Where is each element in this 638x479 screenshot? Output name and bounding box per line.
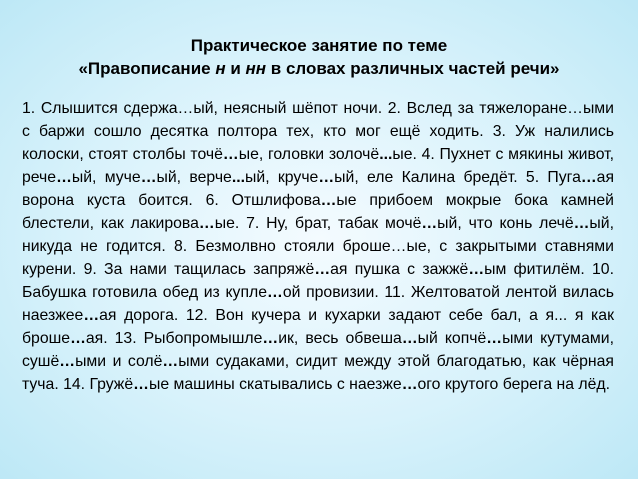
text-run: 1. Слышится сдержа…ый, неясный шёпот ночи. 2. Вслед за тяжелоране…ыми с баржи сошло десятка полтора тех, кто мог ещё ходить. 3. Уж налились колоски, стоят столбы точё bbox=[22, 100, 614, 163]
exercise-text bbox=[22, 97, 614, 396]
gap-marker: … bbox=[133, 376, 149, 393]
text-run: ый, что конь лечё bbox=[437, 215, 574, 232]
text-run: ый, круче bbox=[245, 169, 319, 186]
gap-marker: … bbox=[486, 330, 503, 347]
text-run: ые. 4. Пухнет с мякины живот, рече bbox=[22, 146, 615, 186]
title-and: и bbox=[225, 59, 246, 78]
gap-marker: … bbox=[314, 261, 331, 278]
gap-marker: … bbox=[222, 146, 239, 163]
gap-marker: … bbox=[401, 376, 418, 393]
text-run: ая. 13. Рыбопромышле bbox=[85, 330, 263, 347]
title-line-2 bbox=[0, 57, 638, 80]
gap-marker: ... bbox=[379, 146, 393, 163]
gap-marker: … bbox=[401, 330, 418, 347]
text-run: ыми и солё bbox=[75, 353, 163, 370]
text-run: ый, никуда не годится. 8. Безмолвно стояли броше…ые, с закрытыми ставнями курени. 9. За нами тащилась запряжё bbox=[22, 215, 614, 278]
title-letter-n: н bbox=[215, 59, 226, 78]
title-letters-nn: нн bbox=[245, 59, 267, 78]
gap-marker: … bbox=[267, 284, 283, 301]
text-run: ик, весь обвеша bbox=[278, 330, 402, 347]
text-run: ыми судаками, сидит между этой благодатью, как чёрная туча. 14. Гружё bbox=[22, 353, 614, 393]
gap-marker: … bbox=[468, 261, 485, 278]
gap-marker: … bbox=[580, 169, 597, 186]
text-run: ый, верче bbox=[156, 169, 232, 186]
text-run: ой провизии. 11. Желтоватой лентой вилась наезжее bbox=[22, 284, 614, 324]
text-run: ый, еле Калина бредёт. 5. Пуга bbox=[334, 169, 581, 186]
text-run: ыми кутумами, сушё bbox=[22, 330, 614, 370]
text-run: ые, головки золочё bbox=[238, 146, 380, 163]
text-run: ый, муче bbox=[71, 169, 141, 186]
gap-marker: … bbox=[573, 215, 590, 232]
gap-marker: … bbox=[320, 192, 337, 209]
text-run: ый копчё bbox=[417, 330, 487, 347]
text-run: ые прибоем мокрые бока камней блестели, как лакирова bbox=[22, 192, 615, 232]
gap-marker: … bbox=[198, 215, 215, 232]
text-run: ая пушка с зажжё bbox=[330, 261, 469, 278]
gap-marker: … bbox=[59, 353, 76, 370]
slide-title bbox=[0, 34, 638, 80]
gap-marker: … bbox=[318, 169, 335, 186]
text-run: ые. 7. Ну, брат, табак мочё bbox=[214, 215, 422, 232]
gap-marker: … bbox=[70, 330, 86, 347]
text-run: ые машины скатывались с наезже bbox=[148, 376, 402, 393]
text-run: ая дорога. 12. Вон кучера и кухарки задают себе бал, а я... я как броше bbox=[22, 307, 614, 347]
title-part-b: в словах различных частей речи» bbox=[266, 59, 560, 78]
title-line-1: Практическое занятие по теме bbox=[190, 36, 448, 55]
gap-marker: … bbox=[262, 330, 279, 347]
text-run: ая ворона куста боится. 6. Отшлифова bbox=[22, 169, 614, 209]
text-run: ым фитилём. 10. Бабушка готовила обед из купле bbox=[22, 261, 614, 301]
text-run: ого крутого берега на лёд. bbox=[417, 376, 611, 393]
gap-marker: … bbox=[56, 169, 72, 186]
title-part-a: «Правописание bbox=[78, 59, 216, 78]
gap-marker: … bbox=[162, 353, 179, 370]
gap-marker: … bbox=[421, 215, 438, 232]
gap-marker: … bbox=[83, 307, 100, 324]
gap-marker: … bbox=[140, 169, 157, 186]
gap-marker: ... bbox=[231, 169, 246, 186]
